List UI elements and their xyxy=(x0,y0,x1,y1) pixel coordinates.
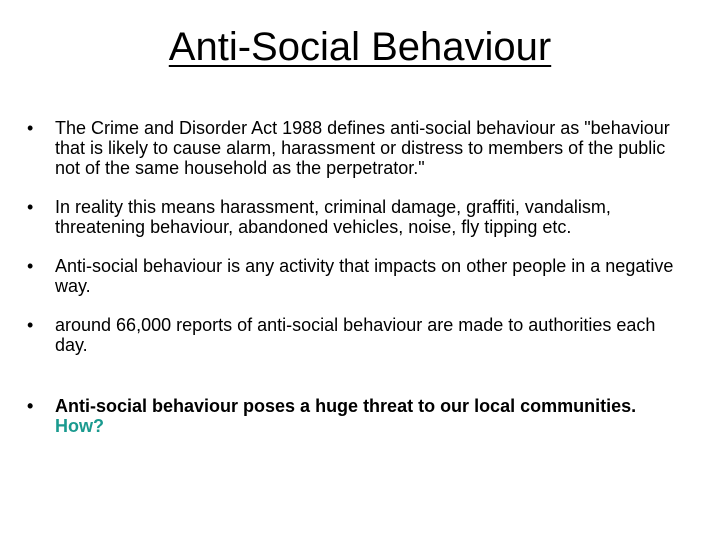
bullet-text: Anti-social behaviour poses a huge threat to our local communities. xyxy=(55,396,637,416)
how-question: How? xyxy=(55,416,104,436)
bullet-list xyxy=(26,118,686,455)
bullet-text: The Crime and Disorder Act 1988 defines anti-social behaviour as "behaviour that is likely to cause alarm, harassment or distress to members of the public not of the same household as the perpetrator." xyxy=(55,118,670,178)
slide-title: Anti-Social Behaviour xyxy=(168,25,552,69)
bullet-marker: • xyxy=(27,396,34,416)
bullet-marker: • xyxy=(27,315,34,335)
bullet-item-reports xyxy=(26,315,686,355)
bullet-marker: • xyxy=(27,256,34,276)
bullet-text: around 66,000 reports of anti-social behaviour are made to authorities each day. xyxy=(55,315,656,355)
bullet-text: In reality this means harassment, criminal damage, graffiti, vandalism, threatening behaviour, abandoned vehicles, noise, fly tipping etc. xyxy=(55,197,611,237)
bullet-item-impact xyxy=(26,256,686,296)
bullet-item-examples xyxy=(26,197,686,237)
bullet-marker: • xyxy=(27,118,34,138)
bullet-item-threat xyxy=(26,396,686,436)
bullet-marker: • xyxy=(27,197,34,217)
bullet-item-definition xyxy=(26,118,686,178)
bullet-text: Anti-social behaviour is any activity that impacts on other people in a negative way. xyxy=(55,256,674,296)
